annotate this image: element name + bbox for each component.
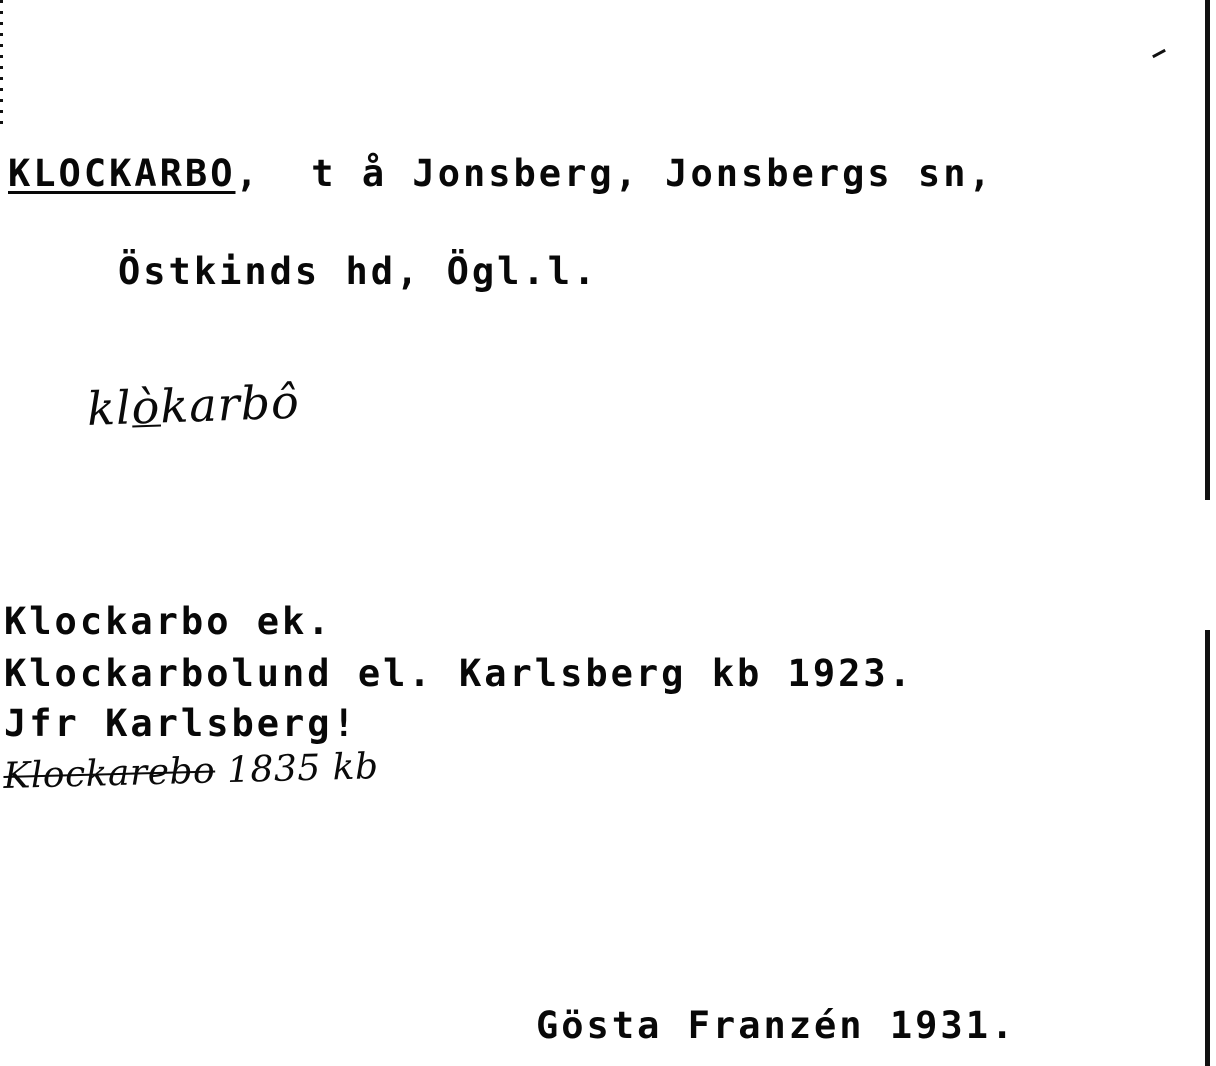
handwritten-note bbox=[3, 746, 379, 797]
scan-edge-bottom bbox=[1205, 630, 1210, 1066]
pronunciation-prefix: kl bbox=[86, 380, 133, 436]
headword: KLOCKARBO bbox=[8, 152, 236, 195]
headword-qualifier: , t å Jonsberg, Jonsbergs sn, bbox=[235, 152, 994, 195]
pronunciation-underlined: ò bbox=[130, 379, 162, 435]
handwritten-note-struck: Klockarebo bbox=[2, 750, 216, 797]
signature-line: Gösta Franzén 1931. bbox=[536, 1004, 1017, 1047]
handwritten-note-rest: 1835 kb bbox=[214, 746, 380, 792]
cross-reference-line: Jfr Karlsberg! bbox=[4, 702, 358, 745]
headword-line bbox=[8, 152, 994, 195]
source-line-1: Klockarbo ek. bbox=[4, 600, 333, 643]
scan-edge-top bbox=[1205, 0, 1210, 500]
scan-edge-dotted bbox=[0, 0, 3, 130]
pen-tick-mark bbox=[1152, 49, 1166, 58]
parish-line: Östkinds hd, Ögl.l. bbox=[118, 250, 599, 293]
source-line-2: Klockarbolund el. Karlsberg kb 1923. bbox=[4, 652, 914, 695]
pronunciation-suffix: karbô bbox=[159, 374, 301, 434]
handwritten-pronunciation bbox=[86, 375, 300, 436]
